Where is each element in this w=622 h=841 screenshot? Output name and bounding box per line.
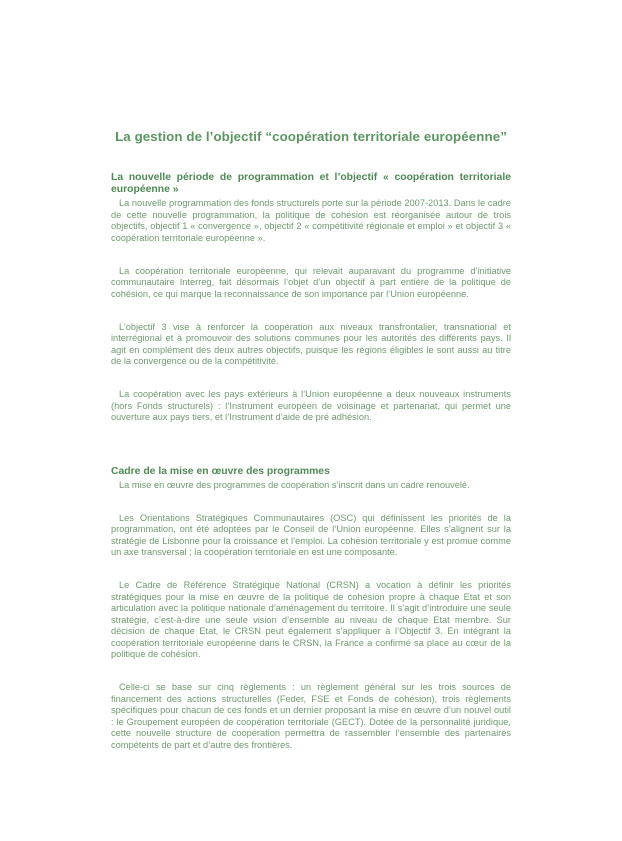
paragraph: La mise en œuvre des programmes de coopération s’inscrit dans un cadre renouvelé. bbox=[119, 479, 470, 490]
document-body bbox=[111, 172, 511, 751]
paragraph: Le Cadre de Référence Stratégique National (CRSN) a vocation à définir les priorités stratégiques pour la mise en œuvre de la politique de cohésion propre à chaque Etat et son articulation avec la politique nationale d’aménagement du territoire. Il s’agit d’introduire une seule stratégie, c’est-à-dire une seule vision d’ensemble au niveau de chaque Etat membre. Sur décision de chaque Etat, le CRSN peut également s’appliquer à l’Objectif 3. En intégrant la coopération territoriale européenne dans le CRSN, la France a confirmé sa place au cœur de la politique de cohésion. bbox=[111, 580, 511, 659]
paragraph: Les Orientations Stratégiques Communautaires (OSC) qui définissent les priorités de la programmation, ont été adoptées par le Conseil de l’Union européenne. Elles s’alignent sur la stratégie de Lisbonne pour la croissance et l’emploi. La cohésion territoriale y est promue comme un axe transversal ; la coopération territoriale en est une composante. bbox=[111, 512, 511, 557]
page-title: La gestion de l’objectif “coopération territoriale européenne” bbox=[115, 129, 507, 144]
paragraph: La nouvelle programmation des fonds structurels porte sur la période 2007-2013. Dans le cadre de cette nouvelle programmation, la politique de cohésion est réorganisée autour de trois objectifs, objectif 1 « convergence », objectif 2 « compétitivité régionale et emploi » et objectif 3 « coopération territoriale européenne ». bbox=[111, 198, 511, 243]
section-heading-implementation-framework: Cadre de la mise en œuvre des programmes bbox=[111, 465, 330, 477]
paragraph: La coopération territoriale européenne, qui relevait auparavant du programme d’initiative communautaire Interreg, fait désormais l’objet d’un objectif à part entière de la politique de cohésion, ce qui marque la reconnaissance de son importance par l’Union européenne. bbox=[111, 265, 511, 299]
paragraph: La coopération avec les pays extérieurs à l’Union européenne a deux nouveaux instruments (hors Fonds structurels) : l’Instrument européen de voisinage et partenariat, qui permet une ouverture aux pays tiers, et l’Instrument d’aide de pré adhésion. bbox=[111, 389, 511, 422]
section-heading-programming-period: La nouvelle période de programmation et l’objectif « coopération territoriale européenne » bbox=[111, 172, 511, 195]
paragraph: Celle-ci se base sur cinq règlements : un règlement général sur les trois sources de financement des actions structurelles (Feder, FSE et Fonds de cohésion), trois règlements spécifiques pour chacun de ces fonds et un dernier proposant la mise en œuvre d’un nouvel outil : le Groupement européen de coopération territoriale (GECT). Dotée de la personnalité juridique, cette nouvelle structure de coopération permettra de rassembler l’ensemble des partenaires compétents de part et d’autre des frontières. bbox=[111, 682, 511, 750]
paragraph: L’objectif 3 vise à renforcer la coopération aux niveaux transfrontalier, transnational et interrégional et à promouvoir des solutions communes pour les autorités des différents pays. Il agit en complément des deux autres objectifs, puisque les régions éligibles le sont aussi au titre de la convergence ou de la compétitivité. bbox=[111, 321, 511, 366]
